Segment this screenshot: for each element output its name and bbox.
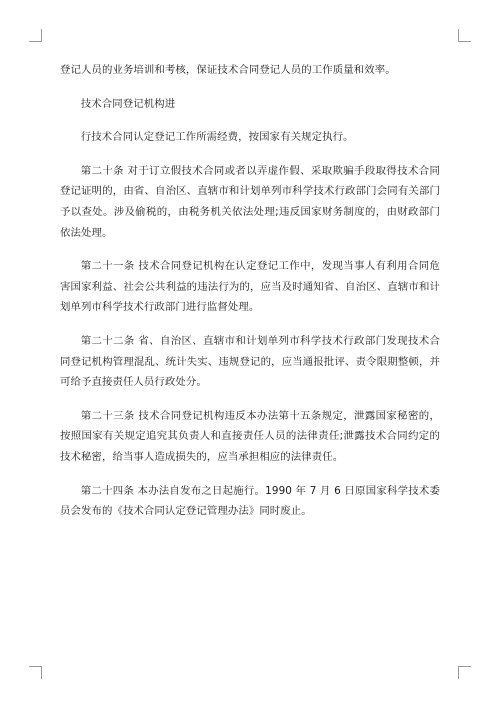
article-23: 第二十三条 技术合同登记机构违反本办法第十五条规定，泄露国家秘密的，按照国家有关规定追究其负责人和直接责任人员的法律责任;泄露技术合同约定的技术秘密，给当事人造成损失的，应当承担相应的法律责任。	[60, 409, 440, 463]
article-21: 第二十一条 技术合同登记机构在认定登记工作中，发现当事人有利用合同危害国家利益、社会公共利益的违法行为的，应当及时通知省、自治区、直辖市和计划单列市科学技术行政部门进行监督处理。	[60, 260, 440, 314]
crop-mark-top-left	[29, 29, 42, 42]
article-20: 第二十条 对于订立假技术合同或者以弄虚作假、采取欺骗手段取得技术合同登记证明的，由省、自治区、直辖市和计划单列市科学技术行政部门会同有关部门予以查处。涉及偷税的，由税务机关依法处理;违反国家财务制度的，由财政部门依法处理。	[60, 164, 440, 239]
article-24: 第二十四条 本办法自发布之日起施行。1990 年 7 月 6 日原国家科学技术委员会发布的《技术合同认定登记管理办法》同时废止。	[60, 484, 440, 518]
crop-mark-top-right	[458, 29, 471, 42]
crop-mark-bottom-left	[29, 666, 42, 679]
paragraph: 登记人员的业务培训和考核，保证技术合同登记人员的工作质量和效率。	[60, 64, 396, 76]
paragraph: 行技术合同认定登记工作所需经费，按国家有关规定执行。	[80, 131, 354, 144]
paragraph: 技术合同登记机构进	[80, 97, 176, 110]
crop-mark-bottom-right	[458, 666, 471, 679]
article-22: 第二十二条 省、自治区、直辖市和计划单列市科学技术行政部门发现技术合同登记机构管理混乱、统计失实、违规登记的，应当通报批评、责令限期整顿，并可给予直接责任人员行政处分。	[60, 334, 440, 389]
document-body	[60, 60, 440, 535]
